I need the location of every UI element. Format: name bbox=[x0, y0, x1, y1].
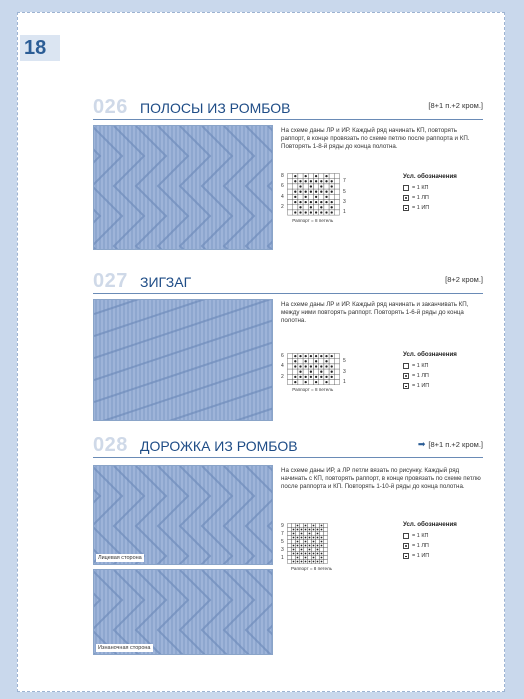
knit-photo-front bbox=[93, 465, 273, 565]
row-number: 3 bbox=[343, 199, 346, 205]
knit-texture bbox=[94, 570, 272, 654]
legend-text: = 1 ИП bbox=[412, 553, 430, 559]
chart-grid bbox=[287, 353, 340, 385]
row-number: 9 bbox=[281, 523, 284, 529]
section-026 bbox=[93, 95, 483, 265]
chart-grid bbox=[287, 523, 328, 564]
stitch-count-text: [8+1 п.+2 кром.] bbox=[428, 440, 483, 449]
rapport-label: Раппорт = 8 петель bbox=[292, 387, 334, 393]
legend bbox=[403, 173, 483, 213]
section-header bbox=[93, 95, 483, 120]
pattern-number: 028 bbox=[93, 434, 128, 456]
row-number: 8 bbox=[281, 173, 284, 179]
legend-title: Усл. обозначения bbox=[403, 351, 457, 358]
legend-item bbox=[403, 193, 483, 203]
stitch-count: [8+1 п.+2 кром.] bbox=[428, 101, 483, 110]
rapport-label: Раппорт = 8 петель bbox=[291, 566, 333, 571]
row-number: 1 bbox=[343, 209, 346, 216]
pattern-title: ЗИГЗАГ bbox=[140, 274, 192, 290]
row-number: 2 bbox=[281, 204, 284, 211]
pattern-description: На схеме даны ИР, а ЛР петли вязать по рисунку. Каждый ряд начинать с КП, повторять раппорт, в конце провязать по схеме петлю после раппорта и КП. Повторять 1-10-й ряды до конца полотна. bbox=[281, 467, 481, 491]
row-number: 3 bbox=[343, 368, 346, 375]
stitch-chart bbox=[281, 523, 391, 573]
empty-cell-icon bbox=[403, 185, 409, 191]
knit-photo-back bbox=[93, 569, 273, 655]
knit-photo bbox=[93, 299, 273, 421]
legend-item bbox=[403, 541, 483, 551]
row-number: 6 bbox=[281, 183, 284, 190]
knit-texture bbox=[94, 126, 272, 249]
row-number: 3 bbox=[281, 547, 284, 553]
dash-cell-icon bbox=[403, 383, 409, 389]
legend-text: = 1 ЛП bbox=[412, 195, 429, 201]
photo-label-front: Лицевая сторона bbox=[98, 555, 142, 561]
legend-item bbox=[403, 183, 483, 193]
row-number: 6 bbox=[281, 353, 284, 359]
dash-cell-icon bbox=[403, 205, 409, 211]
legend-item bbox=[403, 381, 483, 391]
section-header bbox=[93, 269, 483, 294]
legend-text: = 1 ЛП bbox=[412, 543, 429, 549]
legend-text: = 1 КП bbox=[412, 533, 429, 539]
knit-texture bbox=[94, 300, 272, 420]
knit-texture bbox=[94, 466, 272, 564]
legend-item bbox=[403, 551, 483, 561]
dot-cell-icon bbox=[403, 195, 409, 201]
stitch-count bbox=[418, 439, 483, 450]
legend-text: = 1 ИП bbox=[412, 383, 430, 389]
dot-cell-icon bbox=[403, 543, 409, 549]
row-number: 5 bbox=[343, 188, 346, 195]
pattern-description: На схеме даны ЛР и ИР. Каждый ряд начинать и заканчивать КП, между ними повторять раппорт. Повторять 1-6-й ряды до конца полотна. bbox=[281, 301, 469, 325]
legend-item bbox=[403, 371, 483, 381]
pattern-title: ПОЛОСЫ ИЗ РОМБОВ bbox=[140, 100, 291, 116]
rapport-label: Раппорт = 8 петель bbox=[292, 217, 334, 223]
row-number: 1 bbox=[281, 555, 284, 561]
section-header bbox=[93, 433, 483, 458]
row-number: 7 bbox=[281, 531, 284, 537]
legend bbox=[403, 351, 483, 391]
pattern-title: ДОРОЖКА ИЗ РОМБОВ bbox=[140, 438, 298, 454]
section-028 bbox=[93, 433, 483, 683]
row-number: 4 bbox=[281, 193, 284, 200]
row-number: 5 bbox=[281, 539, 284, 545]
stitch-count: [8+2 кром.] bbox=[445, 275, 483, 284]
legend bbox=[403, 521, 483, 561]
page bbox=[17, 12, 505, 692]
pattern-number: 026 bbox=[93, 96, 128, 118]
legend-text: = 1 ЛП bbox=[412, 373, 429, 379]
empty-cell-icon bbox=[403, 533, 409, 539]
row-number: 5 bbox=[343, 358, 346, 365]
row-number: 4 bbox=[281, 363, 284, 370]
legend-title: Усл. обозначения bbox=[403, 521, 457, 528]
dot-cell-icon bbox=[403, 373, 409, 379]
knit-photo bbox=[93, 125, 273, 250]
stitch-chart bbox=[281, 353, 391, 403]
page-number: 18 bbox=[20, 35, 60, 61]
legend-text: = 1 ИП bbox=[412, 205, 430, 211]
arrow-right-icon: ➡ bbox=[417, 439, 426, 449]
legend-title: Усл. обозначения bbox=[403, 173, 457, 180]
legend-text: = 1 КП bbox=[412, 363, 429, 369]
legend-item bbox=[403, 361, 483, 371]
legend-item bbox=[403, 203, 483, 213]
legend-item bbox=[403, 531, 483, 541]
dash-cell-icon bbox=[403, 553, 409, 559]
row-number: 7 bbox=[343, 178, 346, 185]
section-027 bbox=[93, 269, 483, 429]
row-number: 2 bbox=[281, 373, 284, 380]
pattern-description: На схеме даны ЛР и ИР. Каждый ряд начинать КП, повторять раппорт, в конце провязать по схеме петлю после раппорта и КП. Повторять 1-8-й ряды до конца полотна. bbox=[281, 127, 470, 151]
pattern-number: 027 bbox=[93, 270, 128, 292]
row-number: 1 bbox=[343, 379, 346, 385]
chart-grid bbox=[287, 173, 340, 216]
photo-label-back: Изнаночная сторона bbox=[98, 645, 151, 651]
stitch-chart bbox=[281, 173, 391, 233]
empty-cell-icon bbox=[403, 363, 409, 369]
legend-text: = 1 КП bbox=[412, 185, 429, 191]
